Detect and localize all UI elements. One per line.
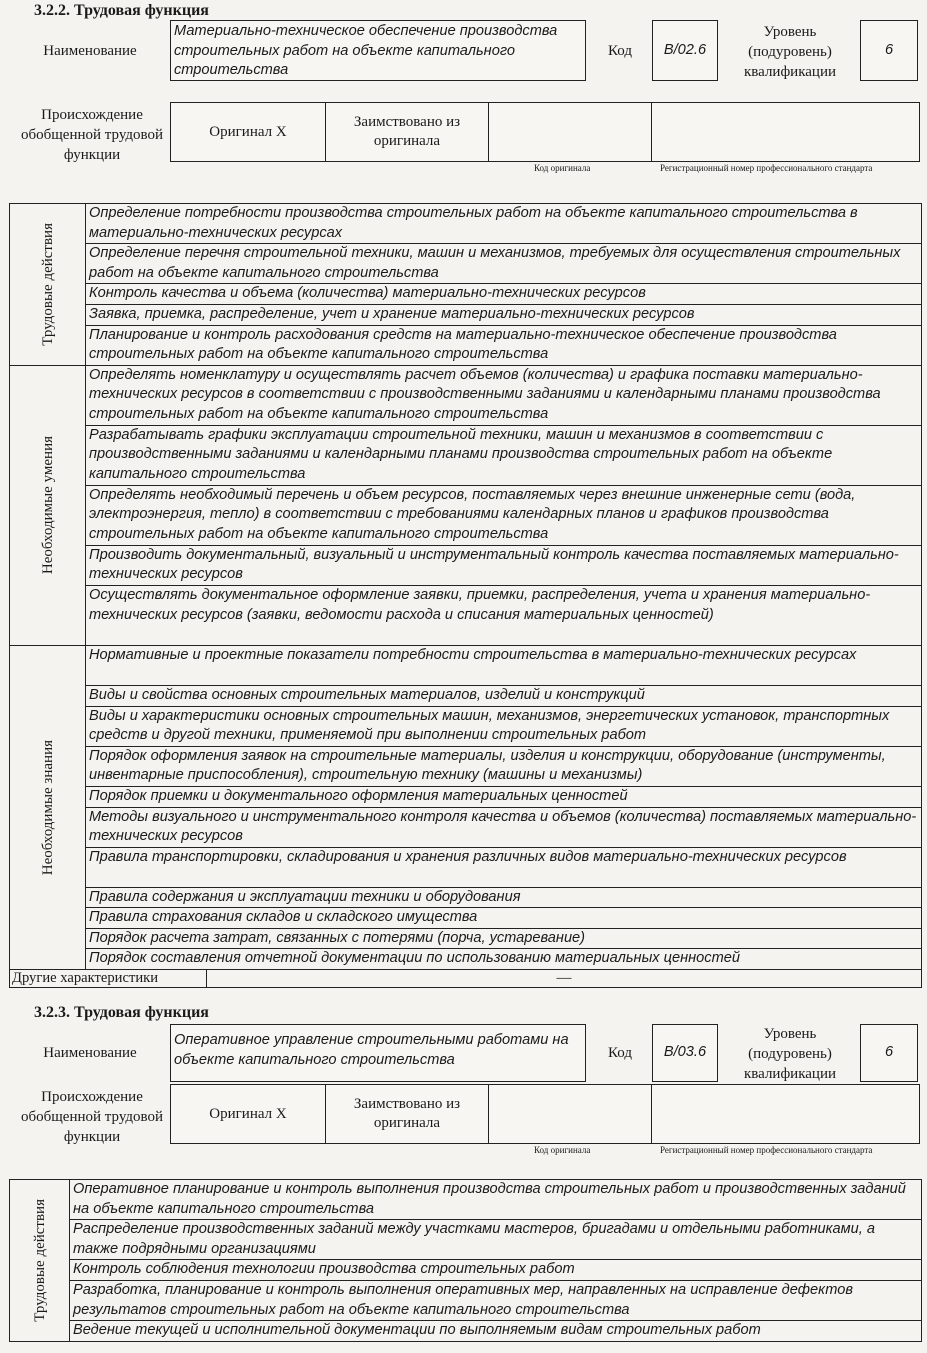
- borrowed-cell: Заимствовано из оригинала: [353, 114, 461, 149]
- section-label-skills: Необходимые умения: [10, 365, 86, 645]
- qualification-level-box: 6: [860, 1024, 918, 1082]
- name-label: Наименование: [43, 1045, 137, 1061]
- table-row: Правила страхования складов и складского имущества: [86, 908, 922, 929]
- original-cell: Оригинал X: [209, 123, 287, 140]
- divider: [651, 1084, 652, 1144]
- code-label: Код: [608, 43, 632, 59]
- table-row: Осуществлять документальное оформление заявки, приемки, распределения, учета и хранения материально-технических ресурсов (заявки, ведомости расхода и списания материальных ценностей): [86, 585, 922, 645]
- code-original-caption: Код оригинала: [534, 163, 591, 173]
- function-323-table: [9, 1179, 922, 1342]
- code-original-caption: Код оригинала: [534, 1145, 591, 1155]
- function-code-box: В/02.6: [652, 20, 718, 81]
- origin-label: Происхождение обобщенной трудовой функции: [20, 1089, 164, 1145]
- table-row: Порядок приемки и документального оформления материальных ценностей: [86, 786, 922, 807]
- table-row: Планирование и контроль расходования средств на материально-техническое обеспечение производства строительных работ на объекте капитального строительства: [86, 325, 922, 365]
- qualification-level-label: Уровень (подуровень) квалификации: [743, 24, 837, 80]
- table-row: Определять необходимый перечень и объем ресурсов, поставляемых через внешние инженерные сети (вода, электроэнергия, тепло) в соответствии с требованиями календарных планов и графиков производства строительных работ на объекте капитального строительства: [86, 485, 922, 545]
- table-row: Определение потребности производства строительных работ на объекте капитального строительства в материально-технических ресурсах: [86, 204, 922, 244]
- table-row: Контроль качества и объема (количества) материально-технических ресурсов: [86, 284, 922, 305]
- table-row: Порядок расчета затрат, связанных с потерями (порча, устаревание): [86, 928, 922, 949]
- qualification-level-box: 6: [860, 20, 918, 81]
- function-name-box: Оперативное управление строительными работами на объекте капитального строительства: [170, 1024, 586, 1082]
- table-row: Заявка, приемка, распределение, учет и хранение материально-технических ресурсов: [86, 304, 922, 325]
- function-code-box: В/03.6: [652, 1024, 718, 1082]
- table-row: Порядок оформления заявок на строительные материалы, изделия и конструкции, оборудование (инструменты, инвентарные приспособления), строительную технику (машины и механизмы): [86, 746, 922, 786]
- section-label-knowledge: Необходимые знания: [10, 645, 86, 969]
- table-row: Оперативное планирование и контроль выполнения производства строительных работ и производственных заданий на объекте капитального строительства: [70, 1180, 922, 1220]
- table-row: Правила содержания и эксплуатации техники и оборудования: [86, 887, 922, 908]
- divider: [488, 1084, 489, 1144]
- table-row: Распределение производственных заданий между участками мастеров, бригадами и отдельными работниками, а также подрядными организациями: [70, 1220, 922, 1260]
- borrowed-cell: Заимствовано из оригинала: [353, 1096, 461, 1131]
- function-name-box: Материально-техническое обеспечение производства строительных работ на объекте капитального строительства: [170, 20, 586, 81]
- table-row: Разрабатывать графики эксплуатации строительной техники, машин и механизмов в соответствии с производственными заданиями и календарными планами производства строительных работ на объекте капитального строительства: [86, 425, 922, 485]
- table-row: Контроль соблюдения технологии производства строительных работ: [70, 1260, 922, 1281]
- divider: [651, 102, 652, 162]
- original-cell: Оригинал X: [209, 1105, 287, 1122]
- table-row: Определение перечня строительной техники, машин и механизмов, требуемых для осуществления строительных работ на объекте капитального строительства: [86, 244, 922, 284]
- divider: [488, 102, 489, 162]
- other-characteristics-value: —: [207, 970, 922, 988]
- reg-number-caption: Регистрационный номер профессионального стандарта: [660, 163, 873, 173]
- name-label: Наименование: [43, 43, 137, 59]
- table-row: Ведение текущей и исполнительной документации по выполняемым видам строительных работ: [70, 1321, 922, 1342]
- function-322-table: [9, 203, 922, 988]
- origin-label: Происхождение обобщенной трудовой функции: [20, 107, 164, 163]
- table-row: Методы визуального и инструментального контроля качества и объемов (количества) поставляемых материально-технических ресурсов: [86, 807, 922, 847]
- table-row: Разработка, планирование и контроль выполнения оперативных мер, направленных на исправление дефектов результатов строительных работ на объекте капитального строительства: [70, 1280, 922, 1320]
- section-heading-323: 3.2.3. Трудовая функция: [34, 1004, 209, 1021]
- table-row: Виды и свойства основных строительных материалов, изделий и конструкций: [86, 685, 922, 706]
- section-heading-322: 3.2.2. Трудовая функция: [34, 2, 209, 19]
- divider: [325, 1084, 326, 1144]
- divider: [325, 102, 326, 162]
- qualification-level-label: Уровень (подуровень) квалификации: [743, 1026, 837, 1082]
- table-row: Виды и характеристики основных строительных машин, механизмов, энергетических установок, транспортных средств и другой техники, применяемой при выполнении строительных работ: [86, 706, 922, 746]
- code-label: Код: [608, 1045, 632, 1061]
- table-row: Правила транспортировки, складирования и хранения различных видов материально-технических ресурсов: [86, 847, 922, 887]
- other-characteristics-label: Другие характеристики: [10, 970, 207, 988]
- section-label-actions: Трудовые действия: [10, 1180, 70, 1342]
- reg-number-caption: Регистрационный номер профессионального стандарта: [660, 1145, 873, 1155]
- table-row: Производить документальный, визуальный и инструментальный контроль качества поставляемых материально-технических ресурсов: [86, 545, 922, 585]
- table-row: Нормативные и проектные показатели потребности строительства в материально-технических ресурсах: [86, 645, 922, 685]
- table-row: Определять номенклатуру и осуществлять расчет объемов (количества) и графика поставки материально-технических ресурсов в соответствии с производственными заданиями и календарными планами производства строительных работ на объекте капитального строительства: [86, 365, 922, 425]
- table-row: Порядок составления отчетной документации по использованию материальных ценностей: [86, 949, 922, 970]
- section-label-actions: Трудовые действия: [10, 204, 86, 366]
